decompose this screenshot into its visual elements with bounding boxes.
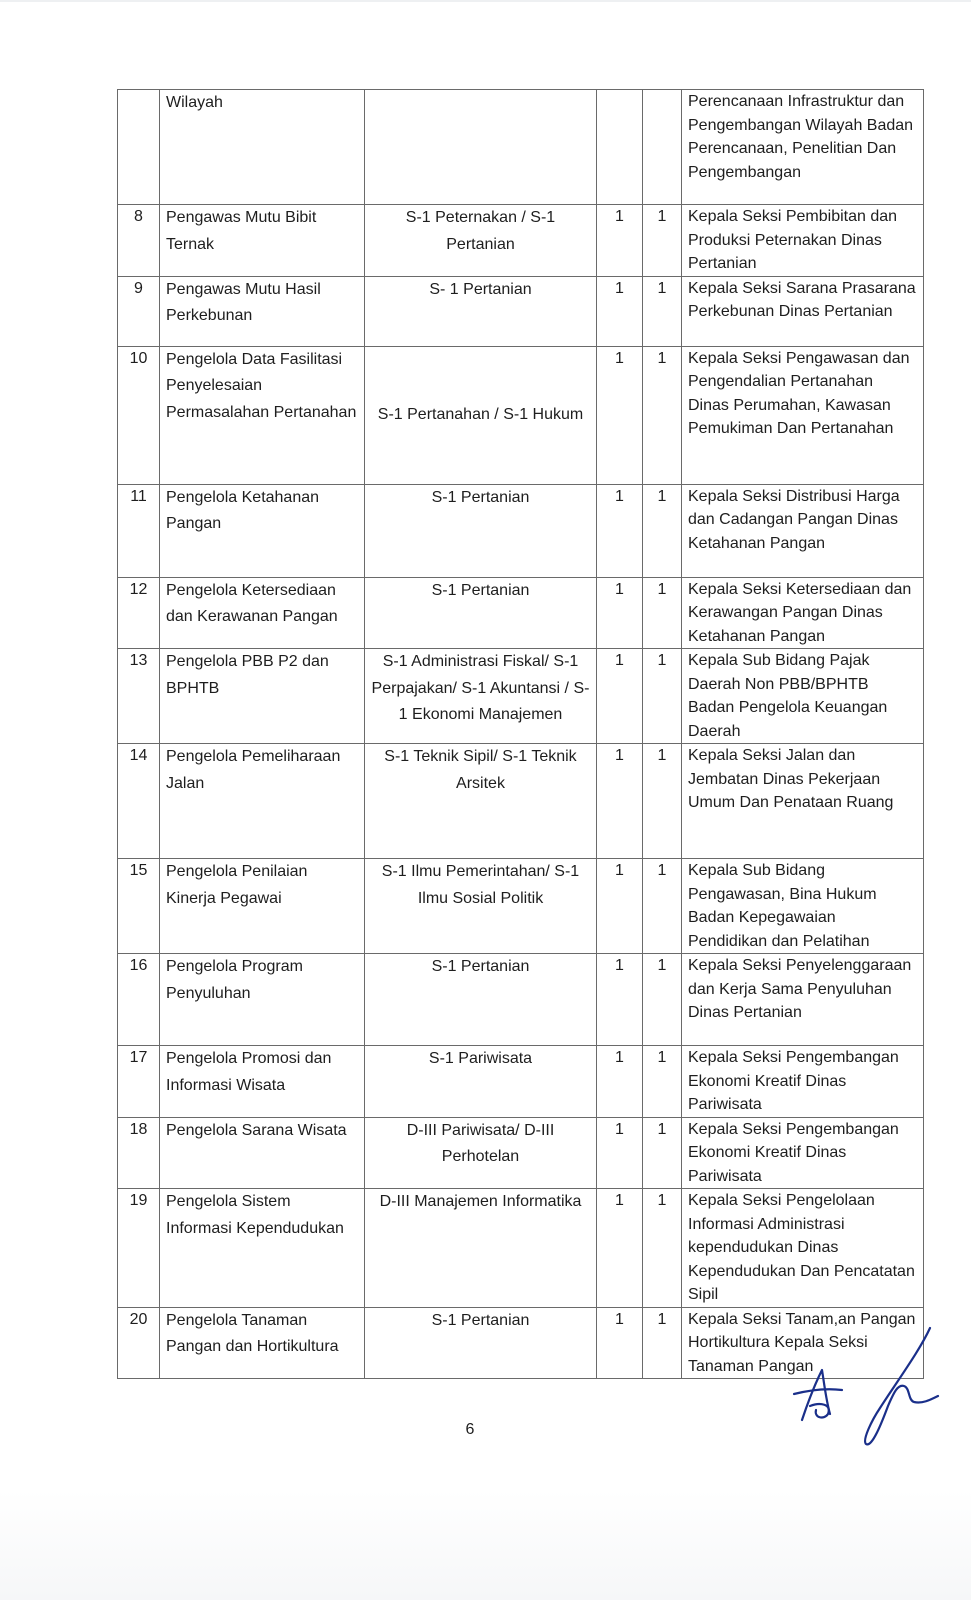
table-row: [118, 276, 924, 346]
formation-count: 1: [643, 205, 682, 277]
position-name: Pengawas Mutu Hasil Perkebunan: [160, 276, 365, 346]
signature-loop-stroke: [810, 1404, 829, 1417]
row-number: 19: [118, 1189, 160, 1308]
formation-count: 1: [643, 484, 682, 577]
position-name: Pengelola Ketersediaan dan Kerawanan Pangan: [160, 577, 365, 649]
signature-cross-stroke: [794, 1389, 842, 1394]
formation-count: 1: [643, 346, 682, 484]
position-name: Pengelola Sistem Informasi Kependudukan: [160, 1189, 365, 1308]
supervisor-position: Kepala Seksi Sarana Prasarana Perkebunan Dinas Pertanian: [682, 276, 924, 346]
table-row: [118, 1117, 924, 1189]
education-requirement: S-1 Ilmu Pemerintahan/ S-1 Ilmu Sosial Politik: [365, 859, 597, 954]
education-requirement: S-1 Pertanian: [365, 954, 597, 1046]
position-name: Pengelola Promosi dan Informasi Wisata: [160, 1046, 365, 1118]
formation-count: 1: [643, 1046, 682, 1118]
position-name: Pengawas Mutu Bibit Ternak: [160, 205, 365, 277]
education-requirement: S- 1 Pertanian: [365, 276, 597, 346]
formation-count: 1: [643, 954, 682, 1046]
supervisor-position: Kepala Seksi Tanam,an Pangan Hortikultura Kepala Seksi Tanaman Pangan: [682, 1307, 924, 1379]
position-name: Pengelola Sarana Wisata: [160, 1117, 365, 1189]
education-requirement: D-III Manajemen Informatika: [365, 1189, 597, 1308]
formation-count: 1: [643, 649, 682, 744]
table-row: [118, 90, 924, 205]
formation-count: 1: [643, 859, 682, 954]
table-row: [118, 1189, 924, 1308]
row-number: 20: [118, 1307, 160, 1379]
supervisor-position: Kepala Seksi Jalan dan Jembatan Dinas Pekerjaan Umum Dan Penataan Ruang: [682, 744, 924, 859]
education-requirement: S-1 Peternakan / S-1 Pertanian: [365, 205, 597, 277]
formation-count: 1: [643, 744, 682, 859]
supervisor-position: Kepala Seksi Pengembangan Ekonomi Kreatif Dinas Pariwisata: [682, 1117, 924, 1189]
scan-margin: [0, 1490, 971, 1600]
quota-count: 1: [597, 859, 643, 954]
formation-count: 1: [643, 577, 682, 649]
page-edge: [0, 0, 971, 2]
position-name: Wilayah: [160, 90, 365, 205]
row-number: 9: [118, 276, 160, 346]
table-row: [118, 346, 924, 484]
page-number: 6: [465, 1421, 475, 1438]
supervisor-position: Kepala Seksi Penyelenggaraan dan Kerja Sama Penyuluhan Dinas Pertanian: [682, 954, 924, 1046]
position-name: Pengelola Ketahanan Pangan: [160, 484, 365, 577]
education-requirement: S-1 Pertanahan / S-1 Hukum: [365, 346, 597, 484]
formation-count: 1: [643, 276, 682, 346]
position-name: Pengelola Penilaian Kinerja Pegawai: [160, 859, 365, 954]
position-name: Pengelola Program Penyuluhan: [160, 954, 365, 1046]
row-number: 12: [118, 577, 160, 649]
quota-count: 1: [597, 954, 643, 1046]
quota-count: 1: [597, 1189, 643, 1308]
quota-count: 1: [597, 1046, 643, 1118]
quota-count: 1: [597, 577, 643, 649]
education-requirement: S-1 Pertanian: [365, 484, 597, 577]
table-row: [118, 954, 924, 1046]
quota-count: 1: [597, 276, 643, 346]
quota-count: 1: [597, 1117, 643, 1189]
table-row: [118, 1046, 924, 1118]
formation-count: 1: [643, 1189, 682, 1308]
row-number: 18: [118, 1117, 160, 1189]
row-number: 8: [118, 205, 160, 277]
education-requirement: S-1 Pertanian: [365, 1307, 597, 1379]
position-name: Pengelola Pemeliharaan Jalan: [160, 744, 365, 859]
table-row: [118, 859, 924, 954]
supervisor-position: Kepala Sub Bidang Pajak Daerah Non PBB/BPHTB Badan Pengelola Keuangan Daerah: [682, 649, 924, 744]
table-row: [118, 577, 924, 649]
education-requirement: S-1 Administrasi Fiskal/ S-1 Perpajakan/ S-1 Akuntansi / S-1 Ekonomi Manajemen: [365, 649, 597, 744]
formation-count: 1: [643, 1307, 682, 1379]
quota-count: [597, 90, 643, 205]
position-name: Pengelola PBB P2 dan BPHTB: [160, 649, 365, 744]
position-name: Pengelola Data Fasilitasi Penyelesaian Permasalahan Pertanahan: [160, 346, 365, 484]
position-name: Pengelola Tanaman Pangan dan Hortikultura: [160, 1307, 365, 1379]
supervisor-position: Kepala Seksi Distribusi Harga dan Cadangan Pangan Dinas Ketahanan Pangan: [682, 484, 924, 577]
formation-count: [643, 90, 682, 205]
table-row: [118, 205, 924, 277]
table-row: [118, 484, 924, 577]
row-number: [118, 90, 160, 205]
quota-count: 1: [597, 484, 643, 577]
quota-count: 1: [597, 346, 643, 484]
supervisor-position: Kepala Seksi Pengawasan dan Pengendalian Pertanahan Dinas Perumahan, Kawasan Pemukiman Dan Pertanahan: [682, 346, 924, 484]
table-row: [118, 744, 924, 859]
formation-count: 1: [643, 1117, 682, 1189]
quota-count: 1: [597, 205, 643, 277]
education-requirement: S-1 Teknik Sipil/ S-1 Teknik Arsitek: [365, 744, 597, 859]
row-number: 16: [118, 954, 160, 1046]
row-number: 13: [118, 649, 160, 744]
row-number: 17: [118, 1046, 160, 1118]
table-row: [118, 649, 924, 744]
supervisor-position: Kepala Seksi Pengembangan Ekonomi Kreatif Dinas Pariwisata: [682, 1046, 924, 1118]
row-number: 15: [118, 859, 160, 954]
row-number: 10: [118, 346, 160, 484]
supervisor-position: Kepala Seksi Ketersediaan dan Kerawangan Pangan Dinas Ketahanan Pangan: [682, 577, 924, 649]
education-requirement: S-1 Pariwisata: [365, 1046, 597, 1118]
supervisor-position: Perencanaan Infrastruktur dan Pengembangan Wilayah Badan Perencanaan, Penelitian Dan Pengembangan: [682, 90, 924, 205]
supervisor-position: Kepala Seksi Pembibitan dan Produksi Peternakan Dinas Pertanian: [682, 205, 924, 277]
row-number: 14: [118, 744, 160, 859]
education-requirement: S-1 Pertanian: [365, 577, 597, 649]
supervisor-position: Kepala Sub Bidang Pengawasan, Bina Hukum Badan Kepegawaian Pendidikan dan Pelatihan: [682, 859, 924, 954]
quota-count: 1: [597, 649, 643, 744]
row-number: 11: [118, 484, 160, 577]
education-requirement: [365, 90, 597, 205]
position-table: [117, 89, 924, 1379]
quota-count: 1: [597, 744, 643, 859]
education-requirement: D-III Pariwisata/ D-III Perhotelan: [365, 1117, 597, 1189]
supervisor-position: Kepala Seksi Pengelolaan Informasi Administrasi kependudukan Dinas Kependudukan Dan Pencatatan Sipil: [682, 1189, 924, 1308]
quota-count: 1: [597, 1307, 643, 1379]
